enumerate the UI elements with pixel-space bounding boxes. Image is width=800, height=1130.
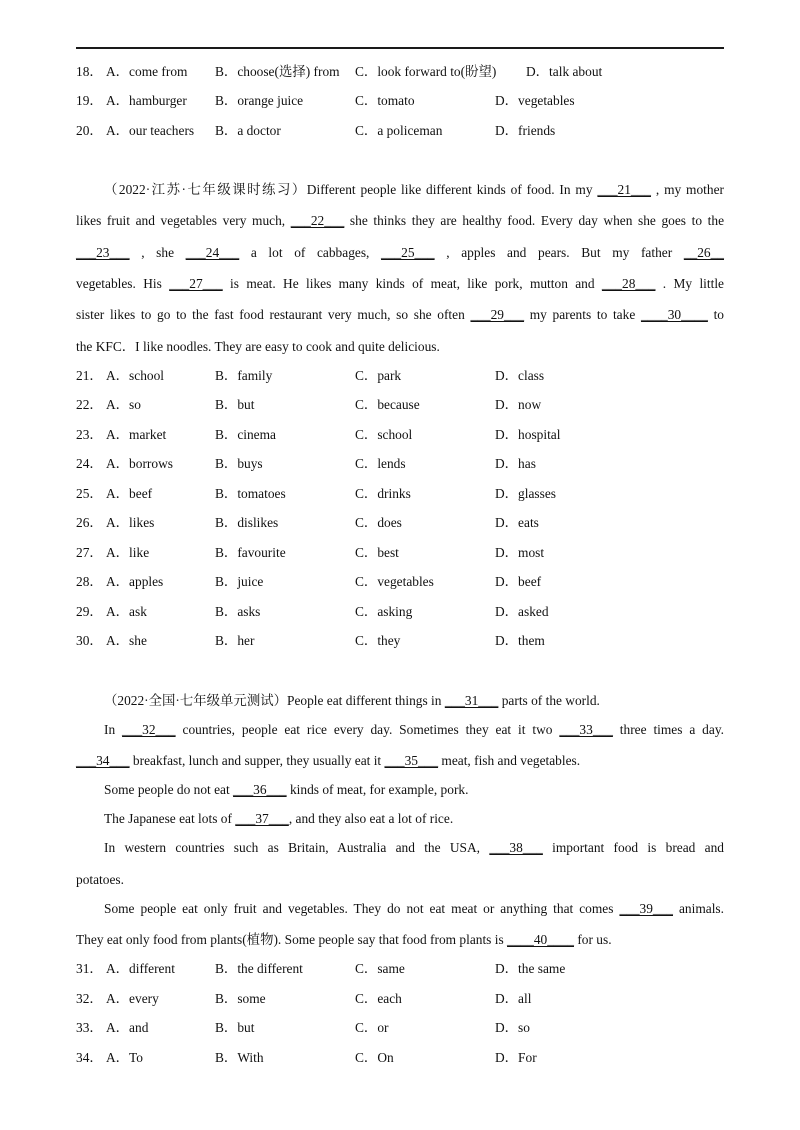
option-c[interactable]: C．vegetables [355, 574, 434, 589]
option-b[interactable]: B．her [215, 633, 255, 648]
option-d[interactable]: D．eats [495, 515, 539, 530]
passage-text: is meat. He likes many kinds of meat, like pork, mutton and [222, 276, 602, 291]
option-a[interactable]: A．so [106, 397, 141, 412]
passage-text: vegetables. His [76, 276, 170, 291]
passage-text: sister likes to go to the fast food restaurant very much, so she often [76, 307, 471, 322]
option-a[interactable]: A．she [106, 633, 147, 648]
passage3-line-4 [104, 780, 724, 800]
option-a[interactable]: A．ask [106, 604, 147, 619]
option-b[interactable]: B．some [215, 991, 266, 1006]
passage-text: . My little [655, 276, 724, 291]
question-number: 23． [76, 427, 103, 442]
question-30 [76, 632, 724, 650]
question-29 [76, 603, 724, 621]
blank-31: ___31___ [444, 693, 499, 708]
question-26 [76, 514, 724, 532]
question-number: 32． [76, 991, 103, 1006]
question-number: 24． [76, 456, 103, 471]
option-c[interactable]: C．does [355, 515, 402, 530]
passage-text: the KFC．I like noodles. They are easy to cook and quite delicious. [76, 339, 440, 354]
option-a[interactable]: A．our teachers [106, 123, 195, 138]
passage-text: three times a day. [612, 722, 724, 737]
blank-23: ___23___ [76, 245, 130, 260]
option-c[interactable]: C．drinks [355, 486, 411, 501]
option-b[interactable]: B．the different [215, 961, 303, 976]
question-20 [76, 122, 724, 140]
question-number: 27． [76, 545, 103, 560]
option-b[interactable]: B．orange juice [215, 93, 304, 108]
option-d[interactable]: D．talk about [526, 64, 603, 79]
blank-25: ___25___ [381, 245, 435, 260]
passage-text: Different people like different kinds of food. In my [306, 182, 598, 197]
source-label: （2022·江苏·七年级课时练习） [104, 182, 307, 197]
option-d[interactable]: D．glasses [495, 486, 556, 501]
question-28 [76, 573, 724, 591]
option-d[interactable]: D．class [495, 368, 545, 383]
option-c[interactable]: C．school [355, 427, 413, 442]
option-d[interactable]: D．the same [495, 961, 566, 976]
question-number: 20． [76, 123, 103, 138]
option-b[interactable]: B．but [215, 1020, 255, 1035]
passage-text: kinds of meat, for example, pork. [286, 782, 469, 797]
question-number: 25． [76, 486, 103, 501]
question-number: 28． [76, 574, 103, 589]
passage-text: animals. [673, 901, 724, 916]
question-number: 19． [76, 93, 103, 108]
passage3-line-2 [104, 720, 724, 740]
option-d[interactable]: D．friends [495, 123, 556, 138]
option-a[interactable]: A．school [106, 368, 165, 383]
passage-text: , my mother [650, 182, 724, 197]
option-a[interactable]: A．and [106, 1020, 149, 1035]
option-d[interactable]: D．all [495, 991, 532, 1006]
blank-29: ___29___ [470, 307, 525, 322]
passage2-line-2 [76, 211, 724, 231]
option-b[interactable]: B．choose(选择) from [215, 64, 340, 79]
passage-text: People eat different things in [287, 693, 445, 708]
option-d[interactable]: D．For [495, 1050, 537, 1065]
option-c[interactable]: C．best [355, 545, 399, 560]
option-c[interactable]: C．a policeman [355, 123, 443, 138]
option-c[interactable]: C．park [355, 368, 402, 383]
passage-text: Some people eat only fruit and vegetables. They do not eat meat or anything that comes [104, 901, 620, 916]
question-34 [76, 1049, 724, 1067]
passage-text: meat, fish and vegetables. [438, 753, 581, 768]
blank-38: ___38___ [489, 840, 543, 855]
blank-36: ___36___ [233, 782, 287, 797]
question-number: 22． [76, 397, 103, 412]
blank-28: ___28___ [601, 276, 656, 291]
passage-text: breakfast, lunch and supper, they usually eat it [129, 753, 385, 768]
question-23 [76, 426, 724, 444]
option-c[interactable]: C．tomato [355, 93, 415, 108]
option-b[interactable]: B．cinema [215, 427, 276, 442]
passage-text: important food is bread and [542, 840, 724, 855]
question-number: 30． [76, 633, 103, 648]
passage-text: , she [129, 245, 186, 260]
passage-text: , apples and pears. But my father [434, 245, 684, 260]
passage-text: They eat only food from plants(植物). Some people say that food from plants is [76, 932, 508, 947]
option-d[interactable]: D．has [495, 456, 536, 471]
question-number: 34． [76, 1050, 103, 1065]
blank-35: ___35___ [384, 753, 439, 768]
option-d[interactable]: D．them [495, 633, 545, 648]
option-d[interactable]: D．now [495, 397, 542, 412]
question-32 [76, 990, 724, 1008]
passage-text: Some people do not eat [104, 782, 234, 797]
option-a[interactable]: A．likes [106, 515, 155, 530]
option-d[interactable]: D．asked [495, 604, 549, 619]
blank-37: ___37___ [235, 811, 289, 826]
question-number: 33． [76, 1020, 103, 1035]
passage2-line-5 [76, 305, 724, 325]
option-a[interactable]: A．hamburger [106, 93, 187, 108]
passage-text: she thinks they are healthy food. Every day when she goes to the [344, 213, 725, 228]
passage3-line-7 [76, 870, 724, 890]
question-22 [76, 396, 724, 414]
option-d[interactable]: D．so [495, 1020, 530, 1035]
option-a[interactable]: A．borrows [106, 456, 173, 471]
option-b[interactable]: B．family [215, 368, 273, 383]
passage-text: a lot of cabbages, [239, 245, 382, 260]
option-c[interactable]: C．lends [355, 456, 406, 471]
blank-39: ___39___ [619, 901, 673, 916]
option-b[interactable]: B．a doctor [215, 123, 281, 138]
blank-30: ____30____ [640, 307, 708, 322]
blank-24: ___24___ [185, 245, 240, 260]
blank-26: __26__ [683, 245, 724, 260]
passage3-line-1 [104, 691, 724, 711]
option-d[interactable]: D．vegetables [495, 93, 575, 108]
option-b[interactable]: B．asks [215, 604, 261, 619]
option-d[interactable]: D．most [495, 545, 545, 560]
passage-text: countries, people eat rice every day. Sometimes they eat it two [175, 722, 560, 737]
question-19 [76, 92, 724, 110]
option-d[interactable]: D．hospital [495, 427, 561, 442]
option-a[interactable]: A．different [106, 961, 175, 976]
question-number: 29． [76, 604, 103, 619]
option-a[interactable]: A．market [106, 427, 167, 442]
passage-text: potatoes. [76, 872, 124, 887]
passage3-line-3 [76, 751, 724, 771]
blank-33: ___33___ [559, 722, 613, 737]
blank-32: ___32___ [122, 722, 176, 737]
passage-text: In western countries such as Britain, Australia and the USA, [104, 840, 490, 855]
option-c[interactable]: C．same [355, 961, 405, 976]
passage2-line-4 [76, 274, 724, 294]
option-b[interactable]: B．dislikes [215, 515, 279, 530]
question-31 [76, 960, 724, 978]
question-18 [76, 63, 724, 81]
passage3-line-8 [104, 899, 724, 919]
passage-text: , and they also eat a lot of rice. [288, 811, 454, 826]
option-b[interactable]: B．buys [215, 456, 263, 471]
question-number: 18． [76, 64, 103, 79]
option-b[interactable]: B．but [215, 397, 255, 412]
option-c[interactable]: C．look forward to(盼望) [355, 64, 497, 79]
question-24 [76, 455, 724, 473]
option-b[interactable]: B．With [215, 1050, 264, 1065]
option-a[interactable]: A．apples [106, 574, 164, 589]
option-c[interactable]: C．each [355, 991, 402, 1006]
passage-text: In [104, 722, 123, 737]
source-label: （2022·全国·七年级单元测试） [104, 693, 287, 708]
option-a[interactable]: A．like [106, 545, 150, 560]
option-a[interactable]: A．beef [106, 486, 153, 501]
option-b[interactable]: B．juice [215, 574, 264, 589]
option-c[interactable]: C．because [355, 397, 420, 412]
option-a[interactable]: A．come from [106, 64, 188, 79]
passage3-line-9 [76, 930, 724, 950]
blank-21: ___21___ [597, 182, 651, 197]
passage2-line-1 [104, 180, 724, 200]
option-a[interactable]: A．every [106, 991, 159, 1006]
question-25 [76, 485, 724, 503]
passage-text: my parents to take [524, 307, 641, 322]
question-number: 21． [76, 368, 103, 383]
option-b[interactable]: B．favourite [215, 545, 286, 560]
blank-27: ___27___ [169, 276, 223, 291]
passage-text: parts of the world. [498, 693, 600, 708]
blank-40: ____40____ [507, 932, 574, 947]
option-a[interactable]: A．To [106, 1050, 144, 1065]
blank-34: ___34___ [76, 753, 130, 768]
question-21 [76, 367, 724, 385]
passage-text: for us. [573, 932, 612, 947]
question-number: 31． [76, 961, 103, 976]
passage3-line-6 [104, 838, 724, 858]
passage-text: to [707, 307, 725, 322]
passage-text: The Japanese eat lots of [104, 811, 236, 826]
question-27 [76, 544, 724, 562]
passage2-line-6 [76, 337, 724, 357]
question-33 [76, 1019, 724, 1037]
option-c[interactable]: C．they [355, 633, 401, 648]
option-b[interactable]: B．tomatoes [215, 486, 286, 501]
option-c[interactable]: C．On [355, 1050, 394, 1065]
passage2-line-3 [76, 243, 724, 263]
option-c[interactable]: C．asking [355, 604, 413, 619]
header-rule [76, 47, 724, 49]
passage3-line-5 [104, 809, 724, 829]
passage-text: likes fruit and vegetables very much, [76, 213, 291, 228]
blank-22: ___22___ [290, 213, 345, 228]
option-d[interactable]: D．beef [495, 574, 542, 589]
question-number: 26． [76, 515, 103, 530]
option-c[interactable]: C．or [355, 1020, 389, 1035]
